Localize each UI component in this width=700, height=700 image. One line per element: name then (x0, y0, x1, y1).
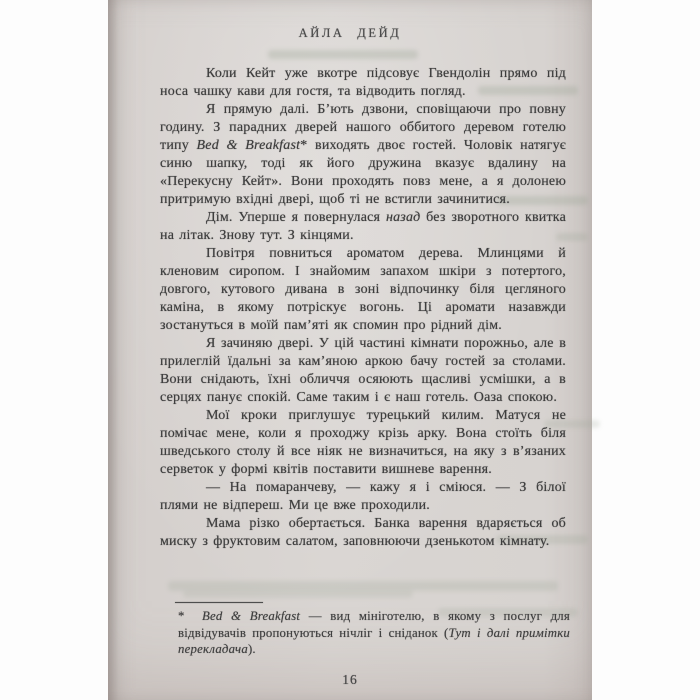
italic-text-segment: Bed & Breakfast (202, 609, 301, 623)
paragraph (160, 101, 566, 209)
text-segment: Коли Кейт уже вкотре підсовує Гвендолін прямо під носа чашку кави для гостя, та відводить погляд. (160, 66, 566, 99)
paragraph (160, 479, 566, 515)
showthrough-smudge (183, 590, 413, 598)
paragraph (160, 65, 566, 101)
page-number: 16 (342, 672, 358, 687)
text-segment: Я зачиняю двері. У цій частині кімнати порожньо, але в прилеглій їдальні за кам’яною аркою бачу гостей за столами. Вони снідають, їхні обличчя осяюють щасливі усмішки, а в серцях панує спокій. Саме таким і є наш готель. Оаза спокою. (160, 336, 566, 405)
text-segment: — На помаранчеву, — кажу я і сміюся. — З білої плями не відпереш. Ми це вже проходили. (160, 480, 566, 513)
italic-text-segment: Тут і далі примітки перекладача (178, 625, 570, 656)
running-header: АЙЛА ДЕЙД (298, 26, 402, 40)
showthrough-smudge (268, 50, 418, 59)
book-page (108, 0, 592, 700)
text-segment: Дім. Уперше я повернулася (206, 210, 386, 225)
paragraph (160, 515, 566, 551)
paragraph (160, 209, 566, 245)
text-segment: Мої кроки приглушує турецький килим. Матуся не помічає мене, коли я проходжу крізь арку. Вона стоїть біля шведського столу й все ніяк не визначиться, на яку з в’язаних серветок у формі квітів поставити вишневе варення. (160, 408, 566, 477)
italic-text-segment: назад (385, 210, 421, 225)
paragraph (160, 245, 566, 335)
footnote (178, 608, 570, 658)
footnote-asterisk: * (178, 609, 185, 623)
text-segment: Мама різко обертається. Банка варення вдаряється об миску з фруктовим салатом, заповнюючи дзенькотом кімнату. (160, 516, 566, 549)
text-segment: — вид мініготелю, в якому з послуг для відвідувачів пропонуються нічліг і сніданок ( (178, 609, 570, 640)
text-segment: Я прямую далі. Б’ють дзвони, сповіщаючи про повну годину. З парадних дверей нашого оббитого деревом готелю типу (160, 102, 566, 153)
text-segment: без зворотного квитка на літак. Знову тут. З кінцями. (160, 210, 566, 243)
paragraph (160, 335, 566, 407)
footnote-separator (175, 602, 263, 603)
text-segment: * виходять двоє гостей. Чоловік натягує синю шапку, тоді як його дружина вказує вдалину на «Перекусну Кейт». Вони проходять повз мене, а я долонею притримую вхідні двері, щоб ті не встигли зачинитися. (160, 138, 566, 207)
italic-text-segment: Bed & Breakfast (196, 138, 301, 153)
text-segment: ). (247, 642, 256, 656)
body-text (160, 65, 566, 551)
text-segment: Повітря повниться ароматом дерева. Млинцями й кленовим сиропом. І знайомим запахом шкіри з потертого, довгого, кутового дивана в зоні відпочинку біля цегляного каміна, в якому потріскує вогонь. Ці аромати назавжди зостануться в моїй пам’яті як спомин про рідний дім. (160, 246, 566, 333)
paragraph (160, 407, 566, 479)
